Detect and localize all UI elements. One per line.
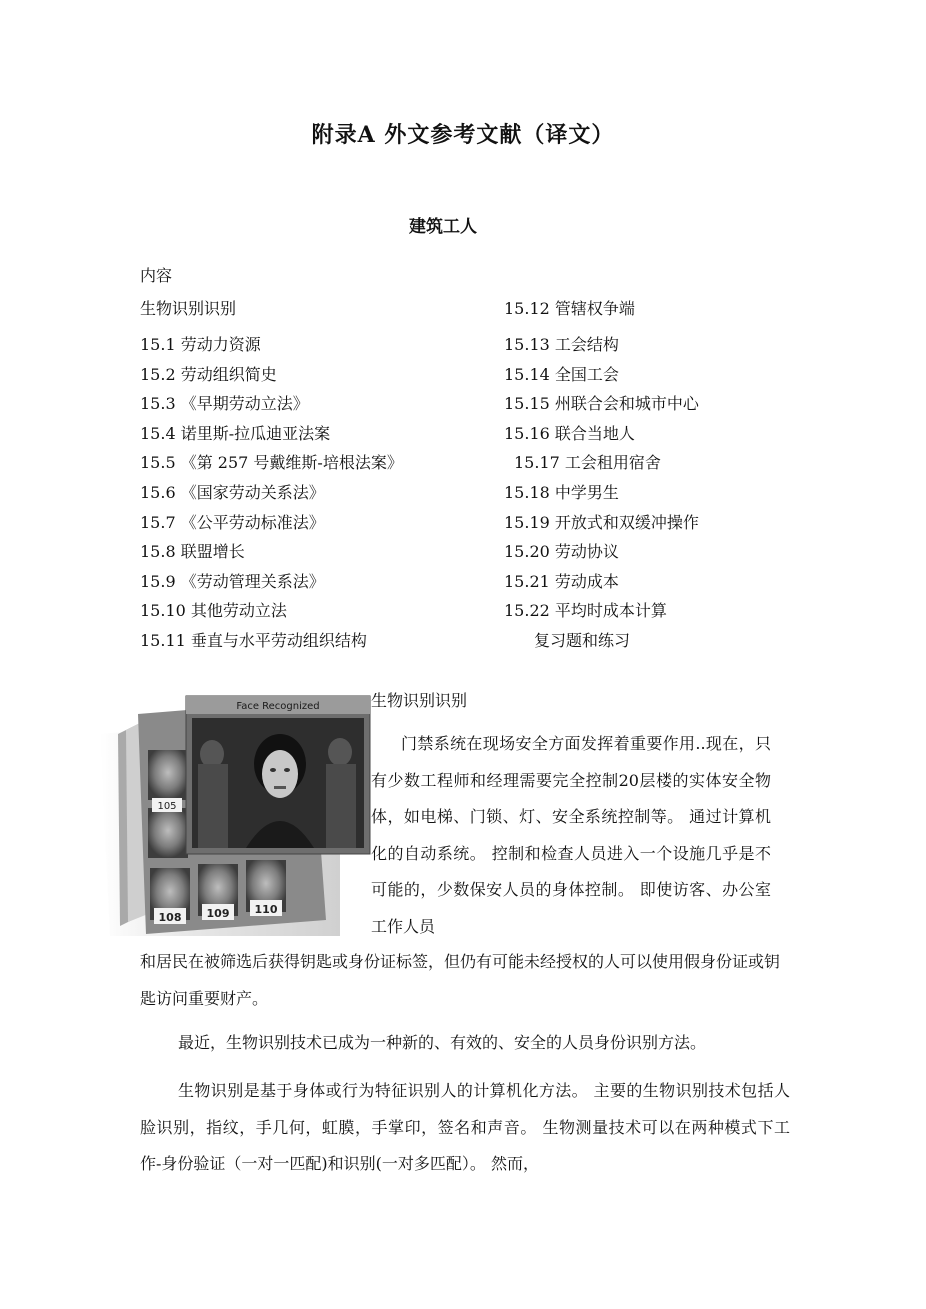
tile-label: 105 [157,801,177,812]
section-heading: 生物识别识别 [371,691,468,710]
paragraph: 门禁系统在现场安全方面发挥着重要作用..现在，只有少数工程师和经理需要完全控制20层楼的实体安全物体，如电梯、门锁、灯、安全系统控制等。 通过计算机化的自动系统。 控制和检查人员进入一个设施几乎是不可能的，少数保安人员的身体控制。 即使访客、办公室工作人员 [371,734,771,936]
toc-item: 15.12 管辖权争端 [504,299,635,318]
toc-item: 15.5 《第 257 号戴维斯-培根法案》 [140,453,403,473]
tile-label: 110 [254,903,278,916]
toc-left-column [140,296,500,656]
toc-item: 15.7 《公平劳动标准法》 [140,512,325,532]
toc-item: 15.2 劳动组织简史 [140,364,277,384]
face-recognized-banner: Face Recognized [236,701,320,712]
toc-item: 15.18 中学男生 [504,482,619,502]
toc-item: 15.20 劳动协议 [504,542,619,562]
toc-heading: 内容 [140,266,173,285]
toc-item: 15.15 州联合会和城市中心 [504,394,699,414]
toc-item: 15.11 垂直与水平劳动组织结构 [140,630,367,650]
face-tile [148,808,188,858]
toc-item: 15.8 联盟增长 [140,542,245,562]
toc-item: 15.1 劳动力资源 [140,335,261,354]
toc-item: 15.22 平均时成本计算 [504,601,667,621]
page-title: 附录A 外文参考文献（译文） [311,122,615,148]
paragraph: 和居民在被筛选后获得钥匙或身份证标签，但仍有可能未经授权的人可以使用假身份证或钥匙访问重要财产。 [140,952,781,1008]
paragraph: 生物识别是基于身体或行为特征识别人的计算机化方法。 主要的生物识别技术包括人脸识别，指纹，手几何，虹膜，手掌印，签名和声音。 生物测量技术可以在两种模式下工作-身份验证（一对一匹配)和识别(一对多匹配）。 然而， [140,1081,790,1173]
toc-item: 15.9 《劳动管理关系法》 [140,571,325,591]
chapter-subtitle: 建筑工人 [409,217,477,237]
toc-item: 15.4 诺里斯-拉瓜迪亚法案 [140,423,331,443]
toc-item: 复习题和练习 [534,630,631,650]
face-recognition-illustration [100,694,372,936]
toc-item: 15.16 联合当地人 [504,423,635,443]
toc-item: 生物识别识别 [140,299,237,318]
toc-item: 15.6 《国家劳动关系法》 [140,482,325,502]
tile-label: 109 [206,907,230,920]
toc-item: 15.13 工会结构 [504,335,619,354]
toc-item: 15.3 《早期劳动立法》 [140,394,309,414]
toc-item: 15.14 全国工会 [504,364,619,384]
face-tile [148,750,188,800]
toc-right-column [504,296,834,656]
toc-item: 15.19 开放式和双缓冲操作 [504,512,699,532]
tile-label: 108 [158,911,182,924]
toc-item: 15.21 劳动成本 [504,571,619,591]
toc-item: 15.17 工会租用宿舍 [514,453,661,473]
paragraph: 最近，生物识别技术已成为一种新的、有效的、安全的人员身份识别方法。 [178,1033,707,1052]
toc-item: 15.10 其他劳动立法 [140,601,287,621]
face-recognition-figure [100,694,372,936]
